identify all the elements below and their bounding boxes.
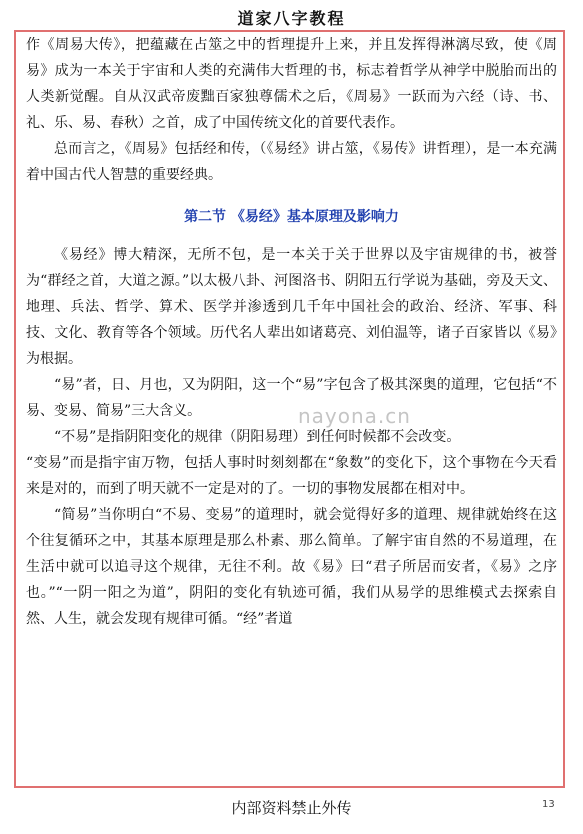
document-header-title: 道家八字教程 xyxy=(237,9,346,28)
paragraph: “易”者，日、月也，又为阴阳，这一个“易”字包含了极其深奥的道理，它包括“不易、变易、简易”三大含义。 xyxy=(26,377,557,419)
watermark: nayona.cn xyxy=(298,404,411,428)
document-body xyxy=(26,32,557,632)
paragraph: “变易”而是指宇宙万物，包括人事时时刻刻都在“象数”的变化下，这个事物在今天看来是对的，而到了明天就不一定是对的了。一切的事物发展都在相对中。 xyxy=(26,455,557,497)
paragraph: 总而言之，《周易》包括经和传，（《易经》讲占筮，《易传》讲哲理），是一本充满着中国古代人智慧的重要经典。 xyxy=(26,141,557,183)
paragraph: “不易”是指阴阳变化的规律（阴阳易理）到任何时候都不会改变。 xyxy=(54,429,461,445)
paragraph: 作《周易大传》，把蕴藏在占筮之中的哲理提升上来，并且发挥得淋漓尽致，使《周易》成为一本关于宇宙和人类的充满伟大哲理的书，标志着哲学从神学中脱胎而出的人类新觉醒。自从汉武帝废黜百家独尊儒术之后，《周易》一跃而为六经（诗、书、礼、乐、易、春秋）之首，成了中国传统文化的首要代表作。 xyxy=(26,37,557,131)
section-heading: 第二节 《易经》基本原理及影响力 xyxy=(184,209,399,225)
footer-notice: 内部资料禁止外传 xyxy=(231,799,352,817)
paragraph: 《易经》博大精深，无所不包，是一本关于关于世界以及宇宙规律的书，被誉为“群经之首，大道之源。”以太极八卦、河图洛书、阴阳五行学说为基础，旁及天文、地理、兵法、哲学、算术、医学并渗透到几千年中国社会的政治、经济、军事、科技、文化、教育等各个领域。历代名人辈出如诸葛亮、刘伯温等，诸子百家皆以《易》为根据。 xyxy=(26,247,557,367)
paragraph: “简易”当你明白“不易、变易”的道理时，就会觉得好多的道理、规律就始终在这个往复循环之中，其基本原理是那么朴素、那么简单。了解宇宙自然的不易道理，在生活中就可以追寻这个规律，无往不利。故《易》曰“君子所居而安者，《易》之序也。”“一阴一阳之为道”，阴阳的变化有轨迹可循，我们从易学的思维模式去探索自然、人生，就会发现有规律可循。“经”者道 xyxy=(26,507,557,627)
page-number: 13 xyxy=(542,799,555,810)
